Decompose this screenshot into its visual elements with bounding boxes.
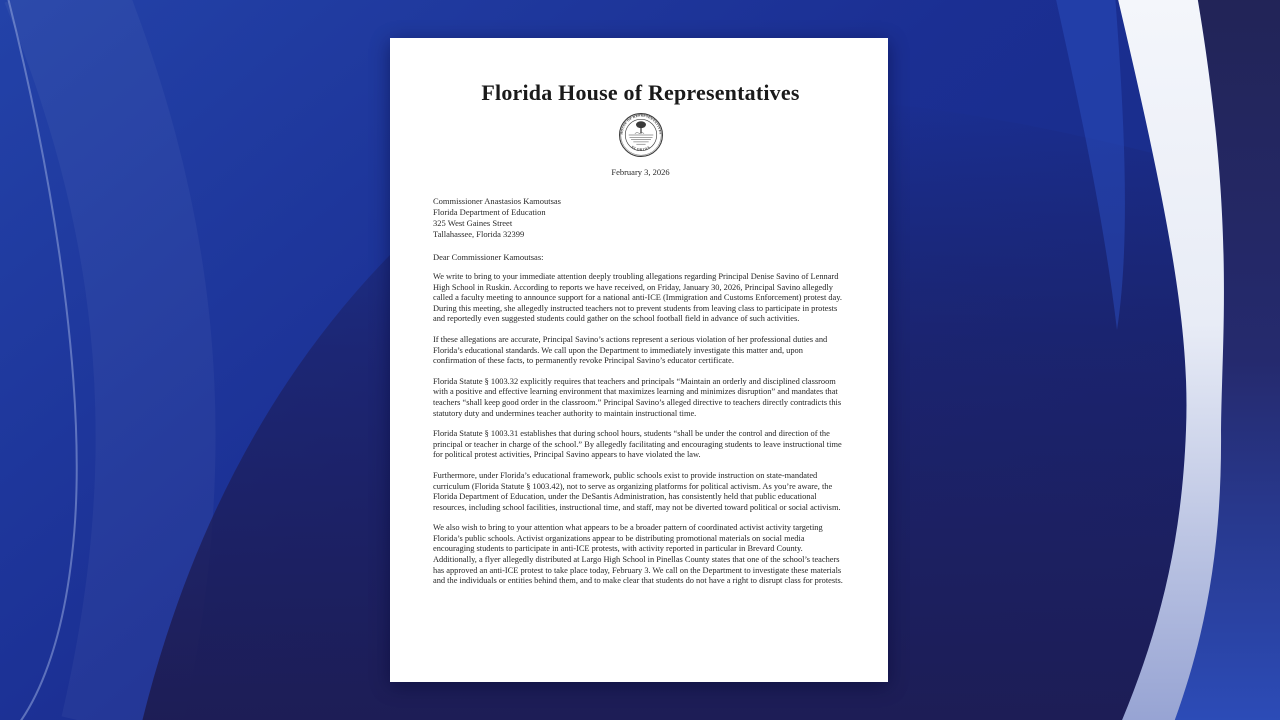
- letter-paragraph: Florida Statute § 1003.32 explicitly requires that teachers and principals “Maintain an orderly and disciplined classroom with a positive and effective learning environment that maximizes learning and minimizes disruption” and mandates that teachers “shall keep good order in the classroom.” Principal Savino’s alleged directive to teachers directly contradicts this statutory duty and undermines teacher authority to maintain instructional time.: [433, 376, 842, 418]
- recipient-org: Florida Department of Education: [433, 207, 546, 217]
- letter-paragraph: We also wish to bring to your attention what appears to be a broader pattern of coordinated activist activity targeting Florida’s public schools. Activist organizations appear to be distributing promotional materials on social media encouraging students to participate in anti-ICE protests, with activity reported in particular in Brevard County. Additionally, a flyer allegedly distributed at Largo High School in Pinellas County states that one of the school’s teachers has approved an anti-ICE protest to take place today, February 3. We call on the Department to investigate these materials and the individuals or entities behind them, and to make clear that students do not have a right to disrupt class for protests.: [433, 523, 843, 586]
- letter-date: February 3, 2026: [611, 167, 670, 177]
- house-of-representatives-seal-icon: [618, 112, 664, 158]
- seal-bottom-text: FLORIDA: [630, 144, 651, 152]
- svg-text:FLORIDA: [630, 145, 650, 152]
- recipient-address-block: [433, 196, 848, 240]
- salutation: Dear Commissioner Kamoutsas:: [433, 252, 544, 262]
- letterhead-title: Florida House of Representatives: [481, 80, 800, 105]
- recipient-street: 325 West Gaines Street: [433, 218, 513, 228]
- letter-paragraph: Furthermore, under Florida’s educational framework, public schools exist to provide instruction on state-mandated curriculum (Florida Statute § 1003.42), not to serve as organizing platforms for political activism. As you’re aware, the Florida Department of Education, under the DeSantis Administration, has consistently held that public educational resources, including school facilities, instructional time, and staff, may not be diverted toward political or social activism.: [433, 470, 841, 512]
- seal-emblem-tree-and-water: [628, 121, 653, 144]
- letter-paragraph: If these allegations are accurate, Principal Savino’s actions represent a serious violation of her professional duties and Florida’s educational standards. We call upon the Department to immediately investigate this matter and, upon confirmation of these facts, to permanently revoke Principal Savino’s educator certificate.: [433, 334, 828, 366]
- recipient-name: Commissioner Anastasios Kamoutsas: [433, 196, 561, 206]
- seal-top-text: HOUSE OF REPRESENTATIVES: [619, 113, 662, 135]
- letter-document: [390, 38, 888, 682]
- letter-paragraph: We write to bring to your immediate attention deeply troubling allegations regarding Principal Denise Savino of Lennard High School in Ruskin. According to reports we have received, on Friday, January 30, 2026, Principal Savino allegedly called a faculty meeting to announce support for a national anti-ICE (Immigration and Customs Enforcement) protest day. During this meeting, she allegedly instructed teachers not to prevent students from leaving class to participate in protests and reportedly even suggested students could gather on the school football field in advance of such activities.: [433, 272, 843, 324]
- left-wide-arc: [60, 0, 156, 720]
- letter-paragraph: Florida Statute § 1003.31 establishes that during school hours, students “shall be under the control and direction of the principal or teacher in charge of the school.” By allegedly facilitating and encouraging students to leave instructional time for political protest activities, Principal Savino appears to have violated the law.: [433, 429, 842, 460]
- recipient-city: Tallahassee, Florida 32399: [433, 229, 525, 239]
